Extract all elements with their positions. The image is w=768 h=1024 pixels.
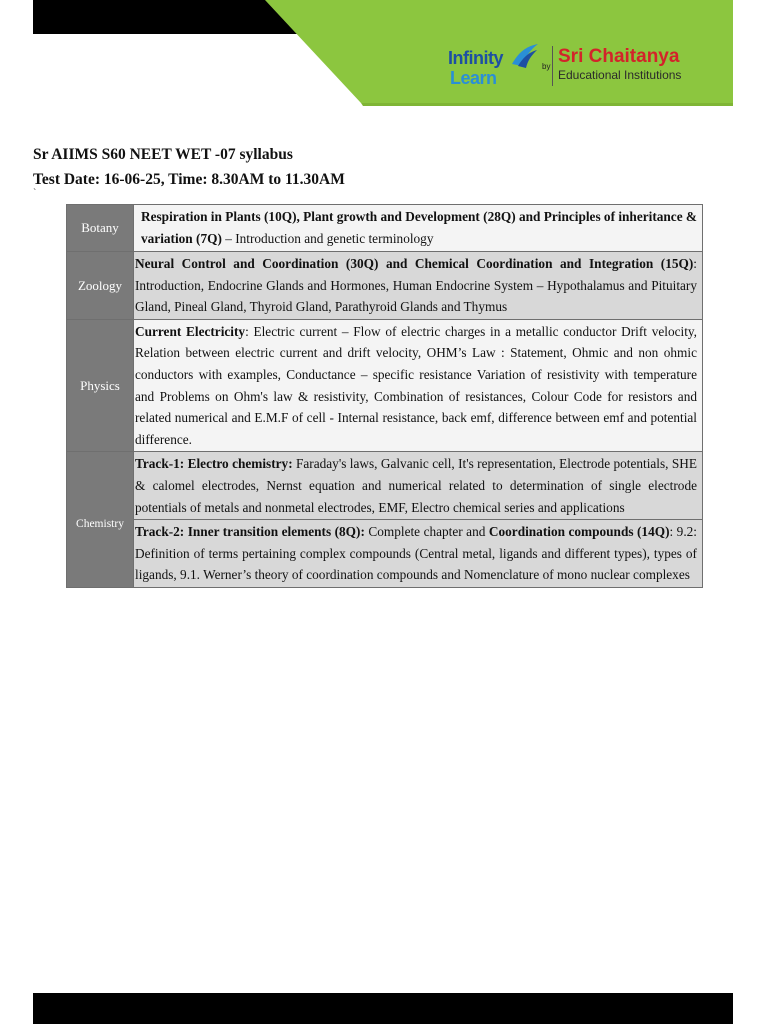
botany-topics-rest: – Introduction and genetic terminology <box>221 230 434 246</box>
table-row-chemistry-track2 <box>67 520 703 588</box>
subject-cell-botany: Botany <box>67 205 134 252</box>
test-date-line: Test Date: 16-06-25, Time: 8.30AM to 11.30AM <box>33 171 345 188</box>
topics-cell-chemistry-track1 <box>134 452 703 520</box>
brand-logo <box>448 40 698 96</box>
chem-track2-mid: Complete chapter and <box>364 524 489 540</box>
table-row-botany <box>67 205 703 252</box>
bottom-black-bar <box>33 993 733 1024</box>
stray-mark: ` <box>33 188 37 199</box>
by-text: by <box>542 62 551 71</box>
botany-topics-bold: Respiration in Plants (10Q), Plant growth and Development (28Q) and Principles of inheritance & variation (7Q) <box>141 209 697 246</box>
table-row-chemistry-track1 <box>67 452 703 520</box>
chem-track2-rest: : 9.2: Definition of terms pertaining complex compounds (Central metal, ligands and different types), types of ligands, 9.1. Werner’s theory of coordination compounds and Nomenclature of mono nuclear complexes <box>135 524 698 583</box>
learn-text: Learn <box>450 68 497 88</box>
chem-track1-bold: Track-1: Electro chemistry: <box>135 456 293 472</box>
table-row-physics <box>67 319 703 452</box>
syllabus-table <box>66 204 703 588</box>
topics-cell-zoology <box>134 252 703 320</box>
chem-track2-bold-a: Track-2: Inner transition elements (8Q): <box>135 524 365 540</box>
chem-track1-rest: Faraday's laws, Galvanic cell, It's representation, Electrode potentials, SHE & calomel electrodes, Nernst equation and numerical related to determination of single electrode potentials of metals and nonmetal electrodes, EMF, Electro chemical series and applications <box>135 456 697 515</box>
topics-cell-physics <box>134 319 703 452</box>
physics-topics-bold: Current Electricity <box>135 323 246 339</box>
physics-topics-rest: : Electric current – Flow of electric charges in a metallic conductor Drift velocity, Relation between electric current and drift velocity, OHM’s Law : Statement, Ohmic and non ohmic conductors with examples, Conductance – specific resistance Variation of resistivity with temperature and Problems on Ohm's law & resistivity, Combination of resistances, Colour Code for resistors and related numerical and E.M.F of cell - Internal resistance, back emf, difference between emf and potential difference. <box>135 323 697 447</box>
institution-subtitle: Educational Institutions <box>558 68 682 82</box>
infinity-learn-text: Infinity <box>448 48 503 68</box>
infinity-swoosh-icon <box>510 42 540 75</box>
institution-name: Sri Chaitanya <box>558 46 680 67</box>
zoology-topics-rest: : Introduction, Endocrine Glands and Hormones, Human Endocrine System – Hypothalamus and Pituitary Gland, Pineal Gland, Thyroid Gland, Parathyroid Glands and Thymus <box>135 256 697 315</box>
topics-cell-botany <box>134 205 703 252</box>
zoology-topics-bold: Neural Control and Coordination (30Q) and Chemical Coordination and Integration (15Q) <box>135 256 694 271</box>
subject-cell-physics: Physics <box>67 319 134 452</box>
topics-cell-chemistry-track2 <box>134 520 703 588</box>
logo-divider <box>552 46 553 86</box>
subject-cell-chemistry: Chemistry <box>67 452 134 588</box>
chem-track2-bold-b: Coordination compounds (14Q) <box>488 524 670 540</box>
table-row-zoology <box>67 252 703 320</box>
syllabus-title: Sr AIIMS S60 NEET WET -07 syllabus <box>33 146 293 163</box>
subject-cell-zoology: Zoology <box>67 252 134 320</box>
